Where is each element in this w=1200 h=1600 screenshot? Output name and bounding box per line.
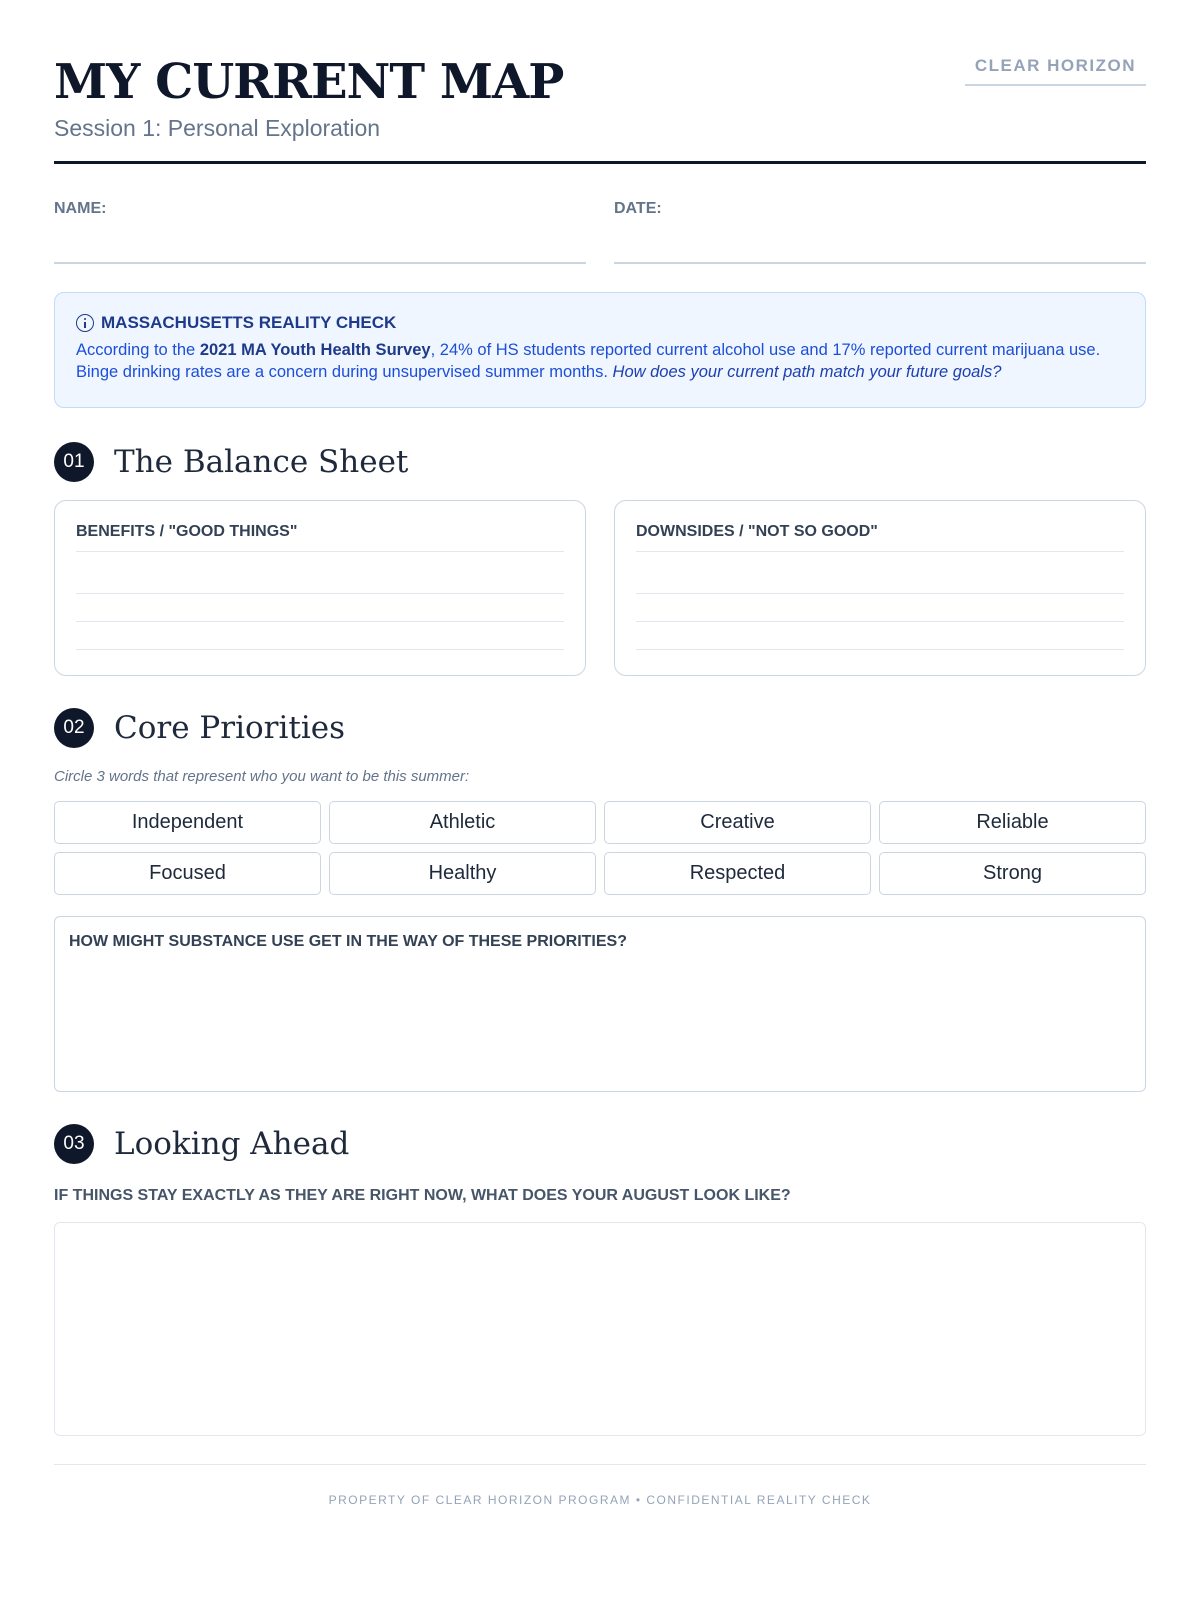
- section-header: [54, 442, 1146, 482]
- priority-word[interactable]: Creative: [604, 801, 871, 844]
- reality-check-text: [76, 339, 1124, 383]
- priority-word[interactable]: Athletic: [329, 801, 596, 844]
- page-subtitle: Session 1: Personal Exploration: [54, 114, 381, 141]
- reality-check-text-after: , 24% of HS students reported current alcohol use and 17% reported current marijuana use. Binge drinking rates are a concern during unsupervised summer months.: [76, 341, 1101, 381]
- priority-word[interactable]: Focused: [54, 852, 321, 895]
- priority-word[interactable]: Strong: [879, 852, 1146, 895]
- section-core-priorities: [54, 708, 1146, 1092]
- survey-name: 2021 MA Youth Health Survey: [199, 341, 431, 359]
- august-question: IF THINGS STAY EXACTLY AS THEY ARE RIGHT NOW, WHAT DOES YOUR AUGUST LOOK LIKE?: [54, 1187, 791, 1204]
- august-answer-box[interactable]: [54, 1222, 1146, 1436]
- section-number-badge: 03: [54, 1124, 94, 1164]
- priority-word[interactable]: Healthy: [329, 852, 596, 895]
- name-label: NAME:: [54, 200, 107, 217]
- reality-check-text-before: According to the: [76, 341, 200, 359]
- identity-fields: [54, 200, 1146, 264]
- section-header: [54, 708, 1146, 748]
- footer-divider: [54, 1464, 1146, 1465]
- writing-line: [636, 649, 1124, 650]
- writing-line: [636, 593, 1124, 594]
- section-title: Core Priorities: [114, 710, 346, 746]
- writing-line: [76, 649, 564, 650]
- downsides-title: DOWNSIDES / "NOT SO GOOD": [636, 523, 1124, 552]
- section-title: The Balance Sheet: [114, 444, 409, 480]
- benefits-title: BENEFITS / "GOOD THINGS": [76, 523, 564, 552]
- priority-word[interactable]: Respected: [604, 852, 871, 895]
- brand-label: CLEAR HORIZON: [965, 56, 1146, 86]
- priority-word[interactable]: Independent: [54, 801, 321, 844]
- benefits-card[interactable]: [54, 500, 586, 676]
- page-footer: PROPERTY OF CLEAR HORIZON PROGRAM • CONFIDENTIAL REALITY CHECK: [328, 1493, 872, 1507]
- substance-use-answer-box[interactable]: [54, 916, 1146, 1092]
- info-circle-icon: [76, 314, 94, 332]
- section-number-badge: 01: [54, 442, 94, 482]
- reality-check-box: [54, 292, 1146, 408]
- substance-use-question: HOW MIGHT SUBSTANCE USE GET IN THE WAY OF THESE PRIORITIES?: [69, 933, 627, 950]
- reality-check-question: How does your current path match your future goals?: [612, 363, 1002, 381]
- reality-check-title: MASSACHUSETTS REALITY CHECK: [101, 313, 397, 332]
- date-field[interactable]: [614, 200, 1146, 264]
- section-title: Looking Ahead: [114, 1126, 350, 1162]
- page-title: MY CURRENT MAP: [54, 54, 564, 110]
- page-header: [54, 0, 1146, 164]
- writing-line: [76, 593, 564, 594]
- writing-line: [76, 621, 564, 622]
- section-balance-sheet: [54, 442, 1146, 676]
- date-label: DATE:: [614, 200, 662, 217]
- priority-word-grid: [54, 801, 1146, 895]
- section-looking-ahead: [54, 1124, 1146, 1436]
- balance-cards: [54, 500, 1146, 676]
- writing-line: [636, 621, 1124, 622]
- name-field[interactable]: [54, 200, 586, 264]
- priorities-prompt: Circle 3 words that represent who you want to be this summer:: [54, 768, 470, 785]
- downsides-card[interactable]: [614, 500, 1146, 676]
- section-number-badge: 02: [54, 708, 94, 748]
- section-header: [54, 1124, 1146, 1164]
- reality-check-header: [76, 313, 1124, 333]
- priority-word[interactable]: Reliable: [879, 801, 1146, 844]
